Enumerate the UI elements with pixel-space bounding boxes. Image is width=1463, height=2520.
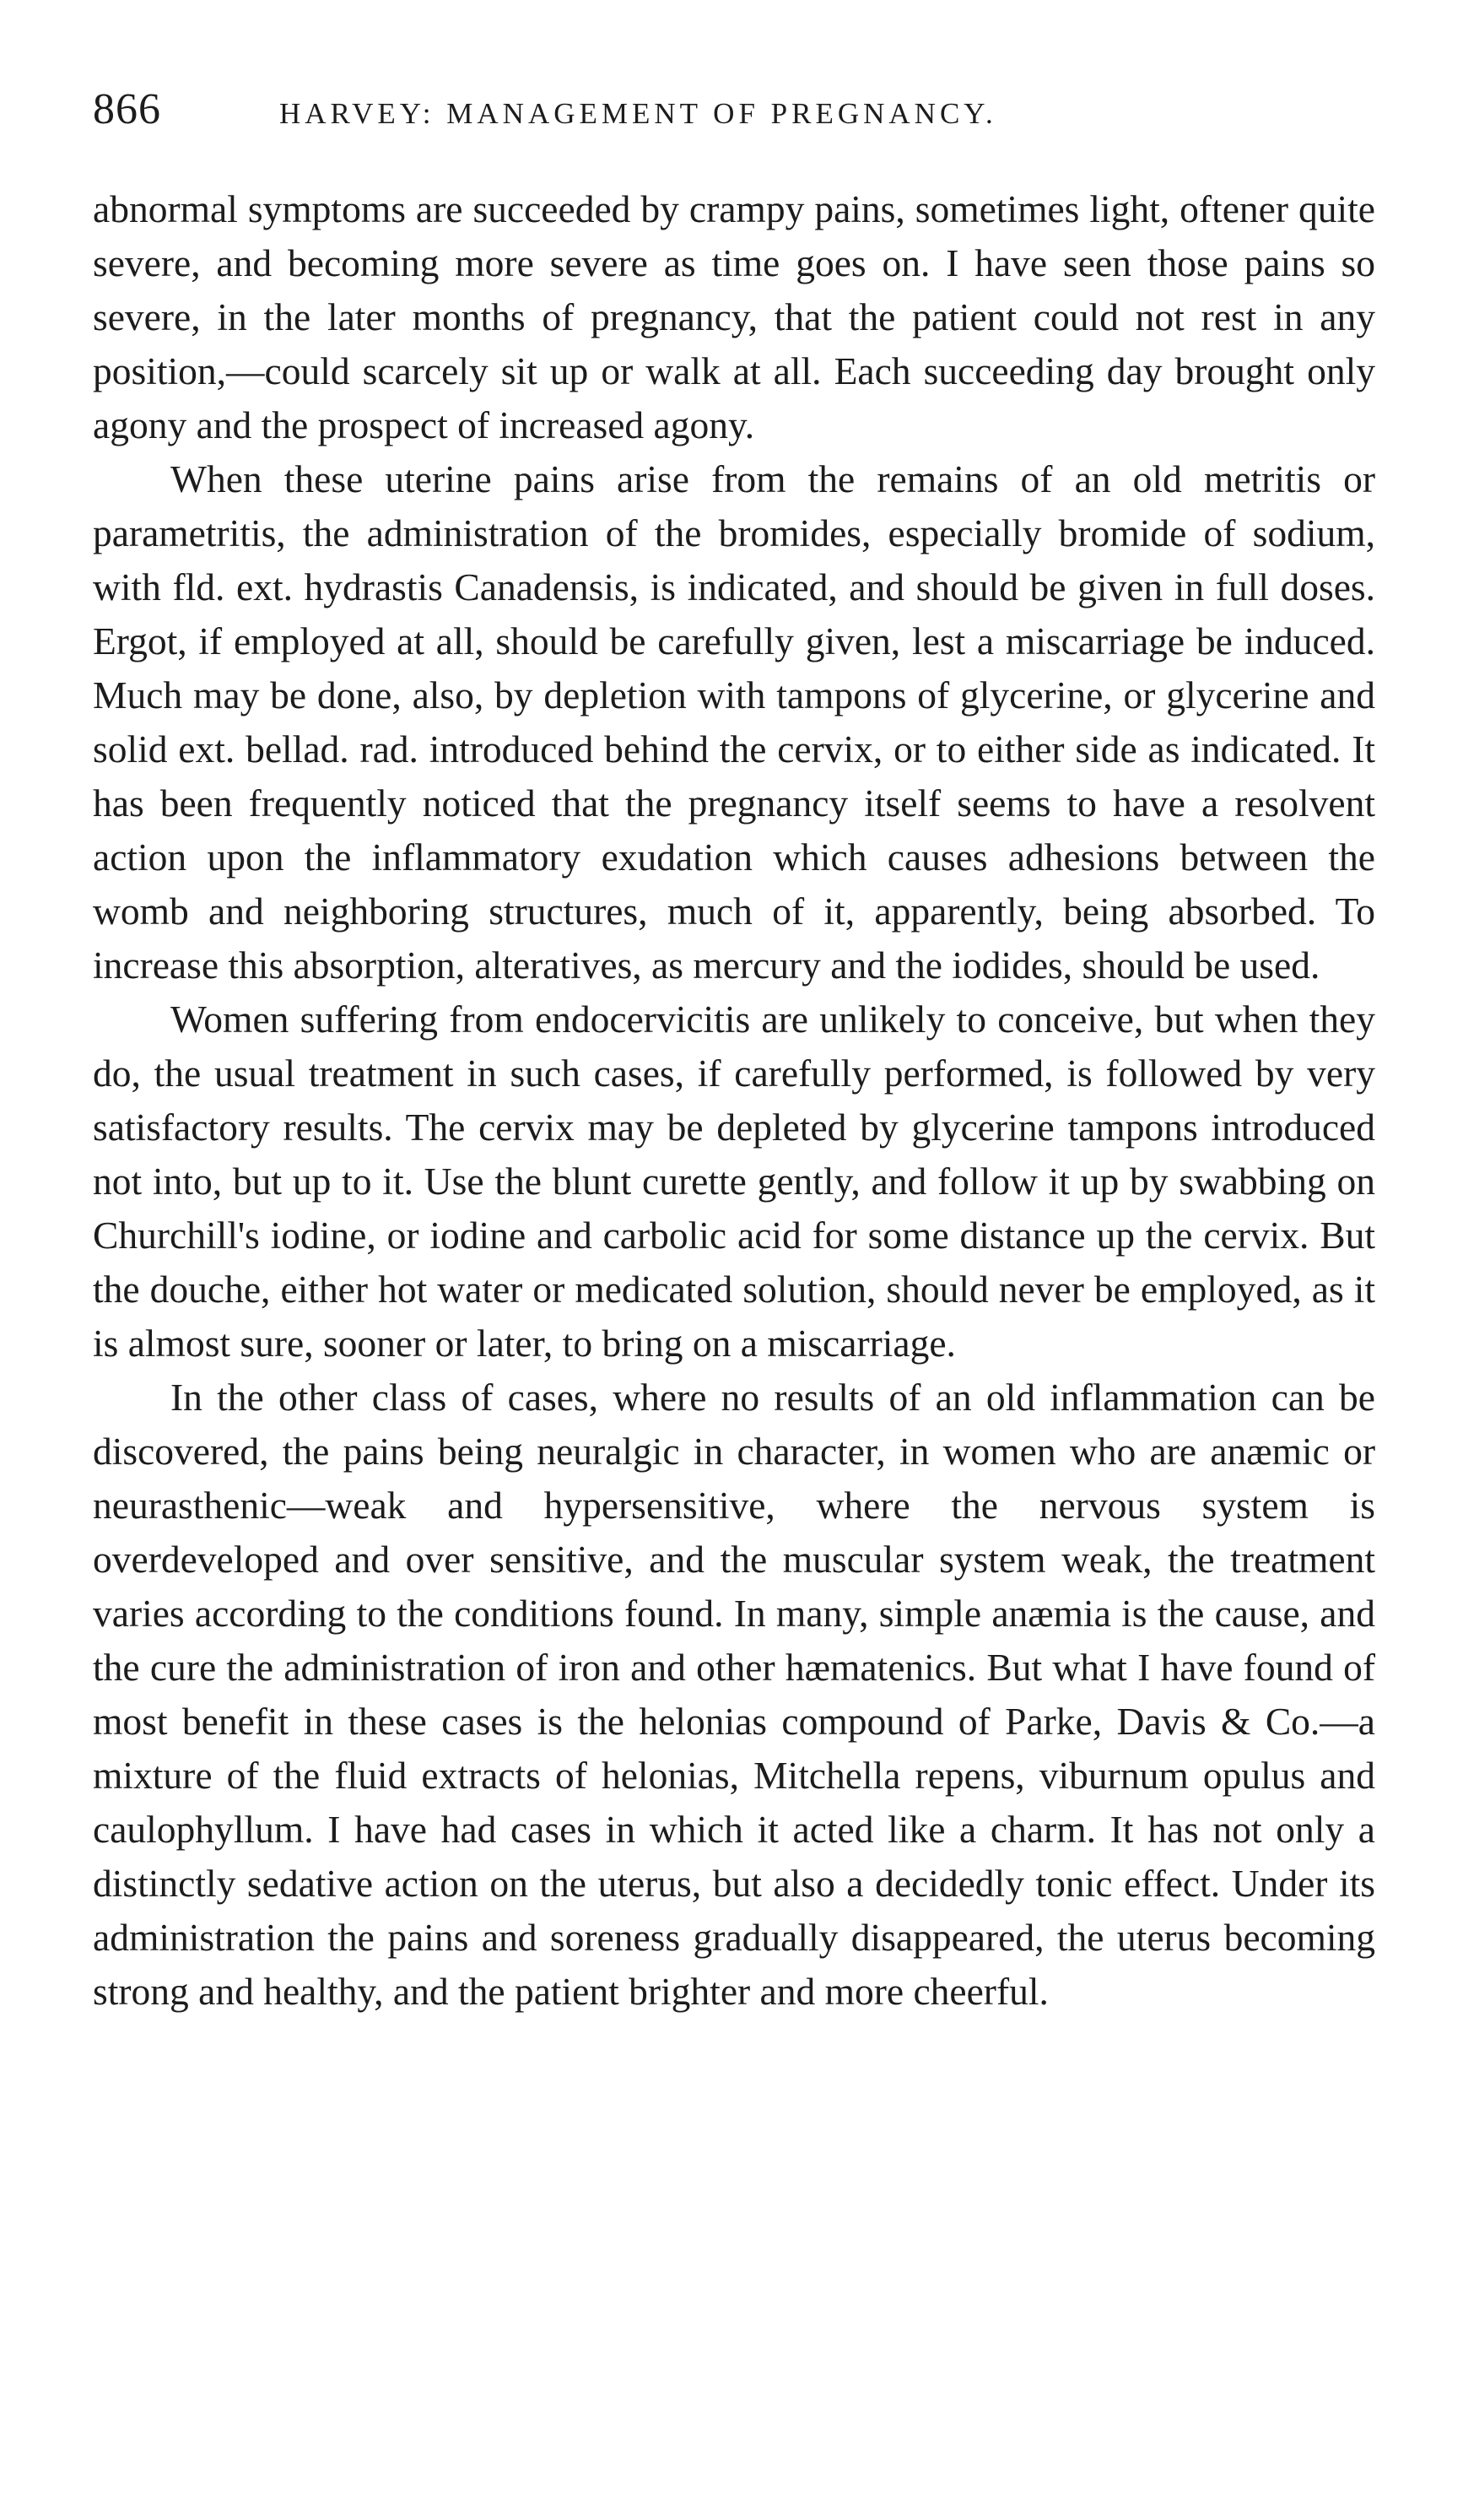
paragraph-neuralgic-cases: In the other class of cases, where no results of an old inflammation can be discovered, the pains being neuralgic in character, in women who are anæmic or neurasthenic—weak and hypersensitive, where the nervous system is overdeveloped and over sensitive, and the muscular system weak, the treatment varies according to the conditions found. In many, simple anæmia is the cause, and the cure the administration of iron and other hæmatenics. But what I have found of most benefit in these cases is the helonias compound of Parke, Davis & Co.—a mixture of the fluid extracts of helonias, Mitchella repens, viburnum opulus and caulophyllum. I have had cases in which it acted like a charm. It has not only a distinctly sedative action on the uterus, but also a decidedly tonic effect. Under its administration the pains and soreness gradually disappeared, the uterus becoming strong and healthy, and the patient brighter and more cheerful. — [93, 1376, 1375, 2013]
book-page — [93, 84, 1375, 2019]
paragraph-uterine-pains-treatment: When these uterine pains arise from the remains of an old metritis or parametritis, the administration of the bromides, especially bromide of sodium, with fld. ext. hydrastis Canadensis, is indicated, and should be given in full doses. Ergot, if employed at all, should be carefully given, lest a miscarriage be induced. Much may be done, also, by depletion with tampons of glycerine, or glycerine and solid ext. bellad. rad. introduced behind the cervix, or to either side as indicated. It has been frequently noticed that the pregnancy itself seems to have a resolvent action upon the inflammatory exudation which causes adhesions between the womb and neighboring structures, much of it, apparently, being absorbed. To increase this absorption, alteratives, as mercury and the iodides, should be used. — [93, 457, 1375, 987]
paragraph-endocervicitis: Women suffering from endocervicitis are unlikely to conceive, but when they do, the usual treatment in such cases, if carefully performed, is followed by very satisfactory results. The cervix may be depleted by glycerine tampons introduced not into, but up to it. Use the blunt curette gently, and follow it up by swabbing on Churchill's iodine, or iodine and carbolic acid for some distance up the cervix. But the douche, either hot water or medicated solution, should never be employed, as it is almost sure, sooner or later, to bring on a miscarriage. — [93, 998, 1375, 1365]
page-number: 866 — [93, 85, 161, 133]
paragraph-continued: abnormal symptoms are succeeded by crampy pains, sometimes light, oftener quite severe, and becoming more severe as time goes on. I have seen those pains so severe, in the later months of pregnancy, that the patient could not rest in any position,—could scarcely sit up or walk at all. Each succeeding day brought only agony and the prospect of increased agony. — [93, 187, 1375, 446]
text-body — [93, 182, 1375, 2019]
running-title: HARVEY: MANAGEMENT OF PREGNANCY. — [279, 97, 997, 130]
running-head — [93, 84, 1375, 135]
